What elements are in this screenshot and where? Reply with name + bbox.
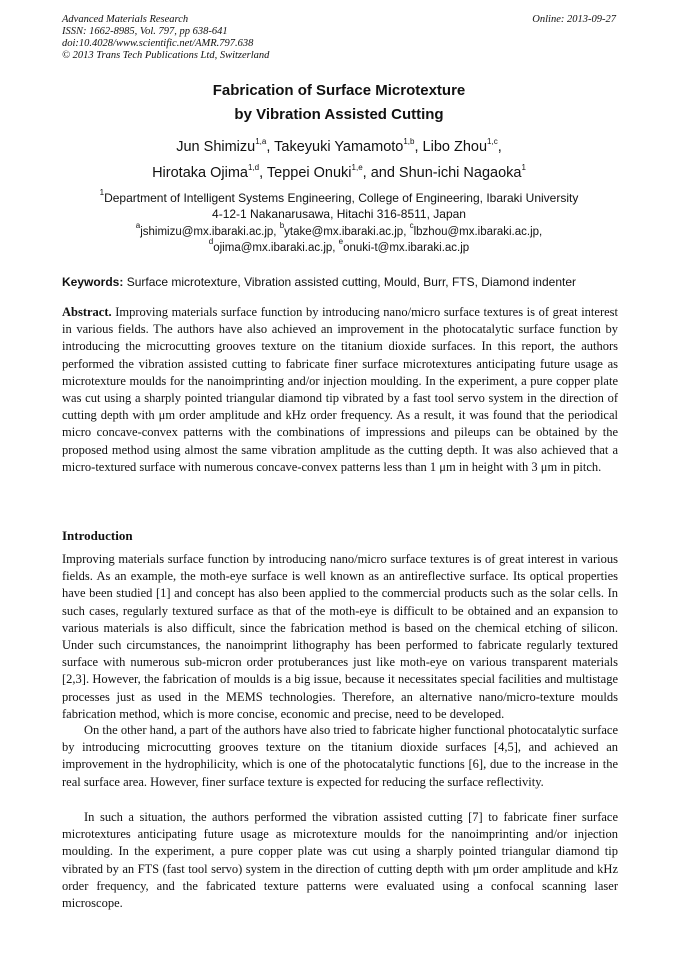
email-address[interactable]: onuki-t@mx.ibaraki.ac.jp [343,242,470,254]
email-mark: b [279,221,285,230]
abstract-label: Abstract. [62,305,112,319]
doi: doi:10.4028/www.scientific.net/AMR.797.638 [62,38,254,49]
issn: ISSN: 1662-8985, Vol. 797, pp 638-641 [62,26,228,37]
author-name: Jun Shimizu [176,139,256,155]
journal-name: Advanced Materials Research [62,14,189,25]
author-affiliation-mark: 1,d [247,163,260,172]
email-mark: e [338,237,344,246]
introduction-paragraph-2: On the other hand, a part of the authors have also tried to fabricate higher functional photocatalytic surface by introducing microcutting grooves texture on the titanium dioxide surfaces [4,5], and achieved an improvement in the hydrophilicity, which is one of the photocatalytic functions [6], due to the increase in the real surface area. However, finer surface texture is expected for reducing the surface reflectivity. [62,723,618,789]
affiliation-mark: 1 [99,188,105,197]
email-address[interactable]: ytake@mx.ibaraki.ac.jp, [284,226,410,238]
introduction-paragraph-1: Improving materials surface function by introducing nano/micro surface textures is of great interest in various fields. As an example, the moth-eye surface is well known as an antireflective surface. Its optical properties have been studied [1] and concept has also been applied to the commercial products such as the solar cells. In such cases, regularly textured surface as that of the moth-eye is difficult to be obtained and an expansion to various materials is also difficult, since the fabrication method is based on the chemical etching of silicon. Under such circumstances, the nanoimprint lithography has been performed to fabricate regularly textured surface with numerous sub-micron order protuberances just like moth-eye on various transparent materials [2,3]. However, the fabrication of moulds is a big issue, because it necessitates special facilities and multistage processes just as used in the MEMS technologies. Therefore, an alternative nano/micro-texture moulds fabrication method, which is more concise, economic and precise, need to be developed. [62,552,618,721]
keywords-label: Keywords: [62,275,124,289]
email-address[interactable]: ojima@mx.ibaraki.ac.jp, [213,242,339,254]
affiliation-address: 4-12-1 Nakanarusawa, Hitachi 316-8511, Japan [212,207,466,221]
author-name: , Libo Zhou [414,139,488,155]
affiliation-line-1 [0,188,678,205]
author-affiliation-mark: 1 [521,163,526,172]
author-name: Hirotaka Ojima [152,165,248,181]
copyright: © 2013 Trans Tech Publications Ltd, Switzerland [62,50,270,61]
keywords-text: Surface microtexture, Vibration assisted cutting, Mould, Burr, FTS, Diamond indenter [123,275,577,289]
paper-title-line-2: by Vibration Assisted Cutting [234,106,444,123]
email-mark: c [409,221,414,230]
authors-line-1 [0,139,678,155]
author-name: , and Shun-ichi Nagaoka [362,165,522,181]
introduction-paragraph-3: In such a situation, the authors performed the vibration assisted cutting [7] to fabricate finer surface microtextures anticipating future usage as microtexture moulds for the nanoimprinting and/or injection moulding. In the experiment, a pure copper plate was cut using a sharply pointed triangular diamond tip vibrated by an FTS (fast tool servo) system in the direction of cutting depth with μm order amplitude and kHz order frequency, and the fabricated texture patterns were evaluated using a confocal scanning laser microscope. [62,810,618,911]
author-affiliation-mark: 1,a [255,137,267,146]
email-mark: a [135,221,141,230]
author-name: , Takeyuki Yamamoto [266,139,404,155]
abstract [62,304,618,476]
section-heading-introduction: Introduction [62,528,133,543]
author-name: , Teppei Onuki [259,165,352,181]
online-date: Online: 2013-09-27 [532,14,616,25]
email-address[interactable]: jshimizu@mx.ibaraki.ac.jp, [140,226,280,238]
author-affiliation-mark: 1,c [487,137,498,146]
author-affiliation-mark: 1,e [351,163,363,172]
paper-title-line-1: Fabrication of Surface Microtexture [212,82,466,99]
keywords [62,275,618,289]
author-affiliation-mark: 1,b [403,137,415,146]
emails-line-2 [0,237,678,254]
affiliation-department: Department of Intelligent Systems Engineering, College of Engineering, Ibaraki University [104,191,579,205]
journal-header [62,14,618,62]
abstract-text: Improving materials surface function by introducing nano/micro surface textures is of great interest in various fields. The authors have also achieved an improvement in the photocatalytic surface function by introducing the microcutting grooves texture on the titanium dioxide surfaces. In this report, the authors performed the vibration assisted cutting to fabricate finer surface microtextures anticipating future usage as microtexture moulds for the nanoimprinting and/or injection moulding. In the experiment, a pure copper plate was cut using a sharply pointed triangular diamond tip vibrated by a fast tool servo system in the direction of cutting depth with μm order amplitude and kHz order frequency. As a result, it was found that the periodical micro concave-convex patterns with the combinations of impressions and pileups can be obtained by the proposed method using almost the same vibration amplitude as the cutting depth. It was also achieved that a micro-textured surface with numerous concave-convex patterns less than 1 μm in height with 3 μm in pitch. [62,305,618,474]
email-address[interactable]: lbzhou@mx.ibaraki.ac.jp, [413,226,543,238]
authors-line-2 [0,165,678,181]
author-separator: , [497,139,502,155]
email-mark: d [208,237,214,246]
